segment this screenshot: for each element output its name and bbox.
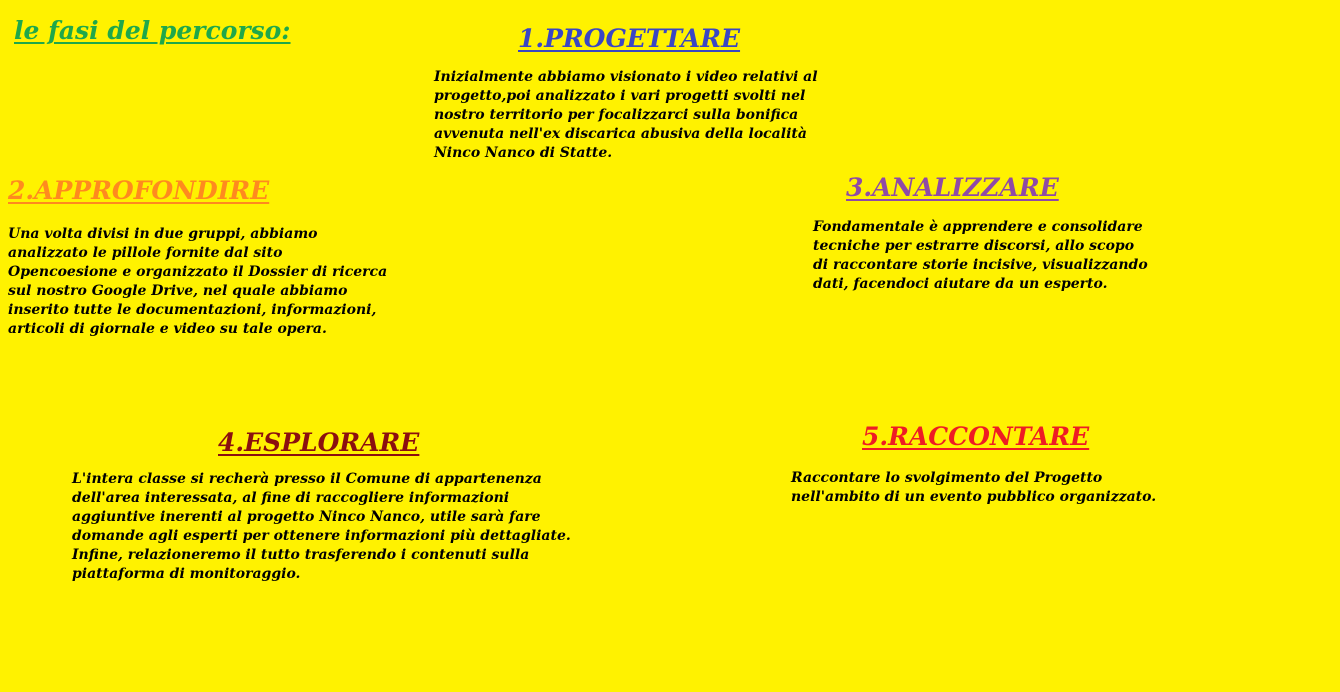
text-line: Infine, relazioneremo il tutto trasferendo i contenuti sulla <box>72 547 530 563</box>
section-text-progettare <box>434 68 864 163</box>
section-text-analizzare <box>813 218 1193 294</box>
text-line: inserito tutte le documentazioni, informazioni, <box>8 302 377 318</box>
text-line: dell'area interessata, al fine di raccogliere informazioni <box>72 490 510 506</box>
text-line: domande agli esperti per ottenere informazioni più dettagliate. <box>72 528 571 544</box>
section-title-esplorare: 4.ESPLORARE <box>218 428 420 457</box>
text-line: Fondamentale è apprendere e consolidare <box>813 219 1143 235</box>
section-text-raccontare <box>791 469 1211 507</box>
page-title: le fasi del percorso: <box>14 16 291 45</box>
text-line: tecniche per estrarre discorsi, allo scopo <box>813 238 1135 254</box>
text-line: dati, facendoci aiutare da un esperto. <box>813 276 1108 292</box>
text-line: L'intera classe si recherà presso il Comune di appartenenza <box>72 471 542 487</box>
text-line: Inizialmente abbiamo visionato i video relativi al <box>434 69 818 85</box>
text-line: Raccontare lo svolgimento del Progetto <box>791 470 1103 486</box>
section-text-esplorare <box>72 470 632 584</box>
text-line: di raccontare storie incisive, visualizzando <box>813 257 1148 273</box>
section-title-progettare: 1.PROGETTARE <box>518 24 741 53</box>
text-line: Opencoesione e organizzato il Dossier di ricerca <box>8 264 388 280</box>
text-line: sul nostro Google Drive, nel quale abbiamo <box>8 283 348 299</box>
text-line: articoli di giornale e video su tale opera. <box>8 321 327 337</box>
section-title-raccontare: 5.RACCONTARE <box>862 422 1090 451</box>
section-title-analizzare: 3.ANALIZZARE <box>846 173 1059 202</box>
text-line: progetto,poi analizzato i vari progetti svolti nel <box>434 88 806 104</box>
text-line: Una volta divisi in due gruppi, abbiamo <box>8 226 318 242</box>
text-line: analizzato le pillole fornite dal sito <box>8 245 283 261</box>
text-line: piattaforma di monitoraggio. <box>72 566 301 582</box>
text-line: avvenuta nell'ex discarica abusiva della località <box>434 126 807 142</box>
section-title-approfondire: 2.APPROFONDIRE <box>8 176 270 205</box>
text-line: nell'ambito di un evento pubblico organizzato. <box>791 489 1157 505</box>
text-line: nostro territorio per focalizzarci sulla bonifica <box>434 107 799 123</box>
text-line: Ninco Nanco di Statte. <box>434 145 613 161</box>
section-text-approfondire <box>8 225 428 339</box>
text-line: aggiuntive inerenti al progetto Ninco Nanco, utile sarà fare <box>72 509 541 525</box>
